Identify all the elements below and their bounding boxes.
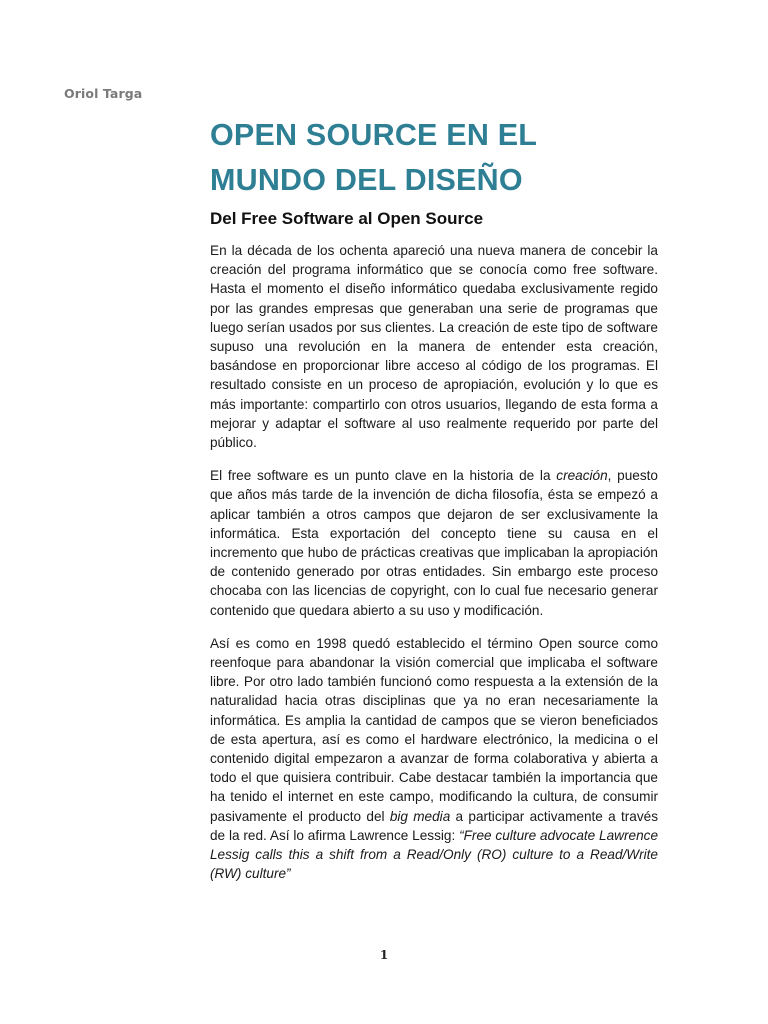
paragraph-2-emphasis: creación	[556, 468, 608, 484]
paragraph-3-quote: “Free culture advocate Lawrence Lessig calls this a shift from a Read/Only (RO) culture to a Read/Write (RW) culture”	[210, 827, 658, 882]
author-header: Oriol Targa	[64, 86, 143, 101]
paragraph-2	[210, 466, 658, 620]
article	[210, 113, 658, 884]
paragraph-3-text-b: a participar activamente a través de la red. Así lo afirma Lawrence Lessig:	[210, 808, 658, 843]
paragraph-2-text-a: El free software es un punto clave en la historia de la	[210, 468, 557, 484]
title-line-1: OPEN SOURCE EN EL	[210, 118, 538, 152]
paragraph-1: En la década de los ochenta apareció una nueva manera de concebir la creación del programa informático que se conocía como free software. Hasta el momento el diseño informático quedaba exclusivamente regido por las grandes empresas que generaban una serie de programas que luego serían usados por sus clientes. La creación de este tipo de software supuso una revolución en la manera de entender esta creación, basándose en proporcionar libre acceso al código de los programas. El resultado consiste en un proceso de apropiación, evolución y lo que es más importante: compartirlo con otros usuarios, llegando de esta forma a mejorar y adaptar el software al uso realmente requerido por parte del público.	[210, 243, 658, 451]
page-number: 1	[379, 948, 389, 962]
paragraph-3-text-a: Así es como en 1998 quedó establecido el término Open source como reenfoque para abandonar la visión comercial que implicaba el software libre. Por otro lado también funcionó como respuesta a la extensión de la naturalidad hacia otras disciplinas que ya no eran necesariamente la informática. Es amplia la cantidad de campos que se vieron beneficiados de esta apertura, así es como el hardware electrónico, la medicina o el contenido digital empezaron a avanzar de forma colaborativa y abierta a todo el que quisiera contribuir. Cabe destacar también la importancia que ha tenido el internet en este campo, modificando la cultura, de consumir pasivamente el producto del	[210, 635, 658, 824]
page-title	[210, 113, 658, 203]
paragraph-2-text-b: , puesto que años más tarde de la invención de dicha filosofía, ésta se empezó a aplicar también a otros campos que dejaron de ser exclusivamente la informática. Esta exportación del concepto tiene su causa en el incremento que hubo de prácticas creativas que implicaban la apropiación de contenido generado por otras entidades. Sin embargo este proceso chocaba con las licencias de copyright, con lo cual fue necesario generar contenido que quedara abierto a su uso y modificación.	[210, 468, 658, 618]
title-line-2: MUNDO DEL DISEÑO	[210, 163, 523, 197]
paragraph-3-emphasis-big-media: big media	[389, 808, 451, 824]
section-subtitle: Del Free Software al Open Source	[210, 209, 484, 228]
paragraph-3	[210, 634, 658, 884]
